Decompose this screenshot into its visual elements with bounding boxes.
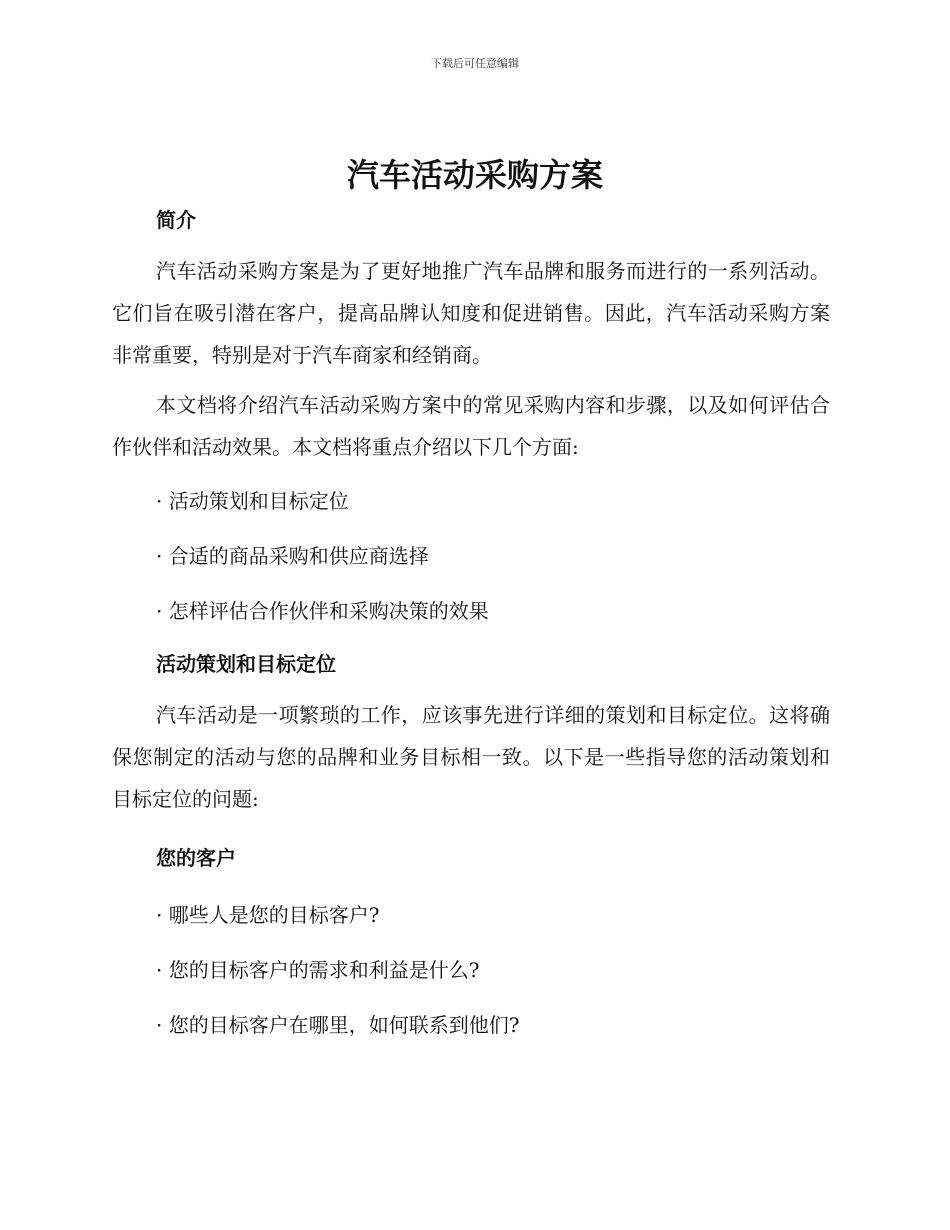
document-body — [112, 196, 830, 1040]
topic-item-1: · 活动策划和目标定位 — [156, 489, 349, 513]
document-title: 汽车活动采购方案 — [346, 156, 603, 194]
customer-question-1: · 哪些人是您的目标客户? — [156, 903, 380, 927]
intro-paragraph-1: 汽车活动采购方案是为了更好地推广汽车品牌和服务而进行的一系列活动。它们旨在吸引潜在客户，提高品牌认知度和促进销售。因此，汽车活动采购方案非常重要，特别是对于汽车商家和经销商。 — [112, 259, 830, 367]
planning-heading: 活动策划和目标定位 — [156, 652, 336, 676]
planning-paragraph-1: 汽车活动是一项繁琐的工作，应该事先进行详细的策划和目标定位。这将确保您制定的活动与您的品牌和业务目标相一致。以下是一些指导您的活动策划和目标定位的问题: — [112, 703, 830, 811]
intro-heading: 简介 — [156, 208, 196, 232]
customer-heading: 您的客户 — [156, 846, 236, 870]
topic-item-2: · 合适的商品采购和供应商选择 — [156, 544, 429, 568]
topic-list — [112, 486, 830, 626]
topic-item-3: · 怎样评估合作伙伴和采购决策的效果 — [156, 599, 489, 623]
customer-question-3: · 您的目标客户在哪里，如何联系到他们? — [156, 1013, 520, 1037]
customer-question-2: · 您的目标客户的需求和利益是什么? — [156, 958, 480, 982]
customer-question-list — [112, 900, 830, 1040]
intro-paragraph-2: 本文档将介绍汽车活动采购方案中的常见采购内容和步骤，以及如何评估合作伙伴和活动效果。本文档将重点介绍以下几个方面: — [112, 393, 830, 459]
header-note: 下载后可任意编辑 — [431, 57, 519, 70]
